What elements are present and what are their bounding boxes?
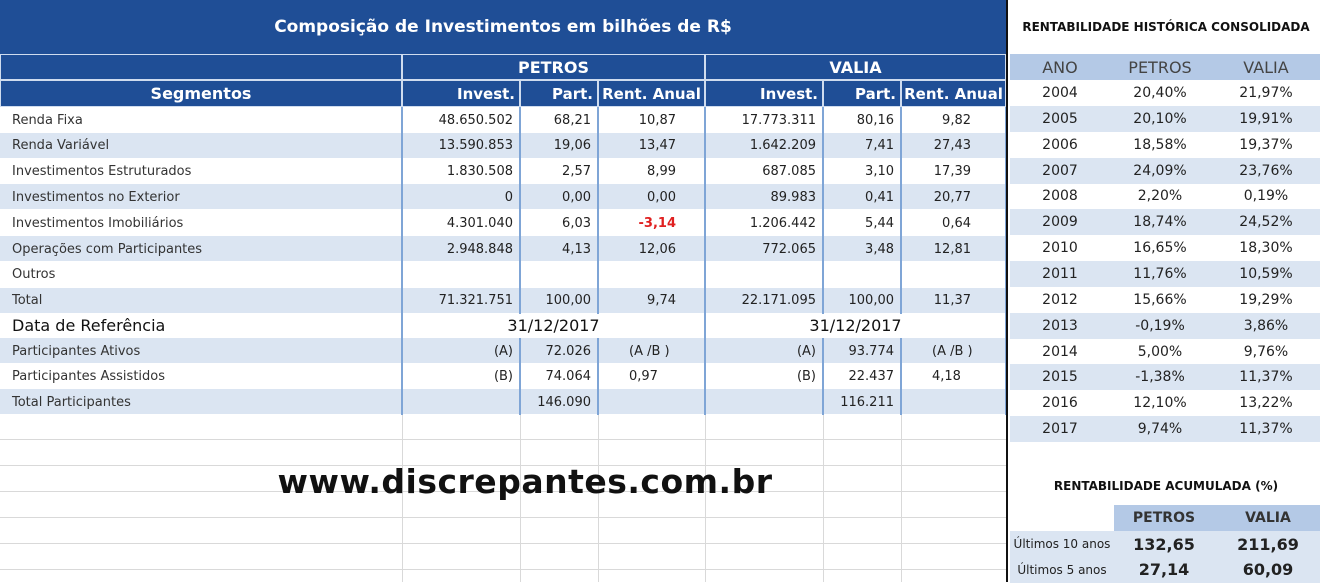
accum-petros: 27,14	[1138, 560, 1190, 579]
valia-rent: 11,37	[901, 288, 1006, 314]
history-year: 2014	[1042, 343, 1078, 360]
history-year: 2011	[1042, 266, 1078, 282]
valia-part	[823, 262, 901, 288]
history-petros: -0,19%	[1135, 317, 1185, 334]
grid-line	[0, 439, 1006, 440]
history-year: 2006	[1042, 136, 1078, 153]
history-valia: 11,37%	[1239, 421, 1293, 438]
petros-part: 100,00	[520, 288, 598, 314]
history-petros: 24,09%	[1133, 162, 1187, 179]
header-segments: Segmentos	[0, 80, 402, 107]
history-year: 2010	[1042, 240, 1078, 257]
header-valia: VALIA	[705, 54, 1006, 80]
valia-invest: 1.206.442	[705, 210, 823, 236]
history-panel	[1006, 0, 1320, 582]
petros-invest: 0	[402, 184, 520, 210]
valia-invest: 1.642.209	[705, 133, 823, 159]
petros-rent: 12,06	[598, 236, 705, 262]
petros-invest: 4.301.040	[402, 210, 520, 236]
history-year: 2013	[1042, 317, 1078, 334]
participant-label: Participantes Assistidos	[0, 364, 402, 390]
petros-part: 4,13	[520, 236, 598, 262]
accum-title: RENTABILIDADE ACUMULADA (%)	[1053, 479, 1279, 493]
history-year: 2015	[1042, 369, 1078, 386]
history-row	[1010, 80, 1320, 106]
petros-rent: 8,99	[598, 159, 705, 185]
accum-row	[1010, 531, 1320, 557]
valia-part: 3,10	[823, 159, 901, 185]
history-row	[1010, 390, 1320, 416]
valia-participants: 22.437	[823, 364, 901, 390]
history-petros: 20,40%	[1133, 85, 1187, 101]
history-title: RENTABILIDADE HISTÓRICA CONSOLIDADA	[1022, 20, 1310, 34]
petros-part	[520, 262, 598, 288]
valia-invest: 687.085	[705, 159, 823, 185]
segment-label: Renda Variável	[0, 133, 402, 159]
valia-participants: 93.774	[823, 338, 901, 364]
history-valia: 21,97%	[1239, 85, 1293, 101]
petros-marker: (B)	[402, 364, 520, 390]
history-year: 2008	[1042, 188, 1078, 205]
valia-rent: 20,77	[901, 184, 1006, 210]
petros-invest: 71.321.751	[402, 288, 520, 314]
history-year: 2004	[1042, 85, 1078, 101]
header-valia-invest: Invest.	[705, 80, 823, 107]
history-petros: -1,38%	[1135, 369, 1185, 386]
history-col-year: ANO	[1042, 57, 1078, 77]
accum-col-petros: PETROS	[1114, 505, 1214, 531]
valia-rent: 9,82	[901, 107, 1006, 133]
history-row	[1010, 364, 1320, 390]
ref-date-label: Data de Referência	[0, 313, 402, 338]
petros-ratio: 0,97	[598, 364, 705, 390]
history-valia: 18,30%	[1239, 240, 1293, 257]
history-row	[1010, 287, 1320, 313]
ref-date-valia: 31/12/2017	[705, 313, 1006, 338]
petros-invest: 1.830.508	[402, 159, 520, 185]
history-valia: 11,37%	[1239, 369, 1293, 386]
accum-label: Últimos 5 anos	[1017, 562, 1107, 577]
grid-line	[0, 517, 1006, 518]
history-year: 2017	[1042, 421, 1078, 438]
history-row	[1010, 339, 1320, 365]
history-row	[1010, 416, 1320, 442]
petros-rent: -3,14	[598, 210, 705, 236]
petros-rent: 13,47	[598, 133, 705, 159]
accum-valia: 211,69	[1237, 534, 1299, 554]
history-valia: 0,19%	[1243, 188, 1289, 205]
valia-part: 7,41	[823, 133, 901, 159]
petros-participants: 74.064	[520, 364, 598, 390]
history-year: 2012	[1042, 291, 1078, 308]
history-row	[1010, 158, 1320, 184]
header-petros-rent: Rent. Anual	[598, 80, 705, 107]
valia-rent	[901, 262, 1006, 288]
petros-rent: 0,00	[598, 184, 705, 210]
petros-ratio: (A /B )	[598, 338, 705, 364]
valia-ratio: (A /B )	[901, 338, 1006, 364]
history-valia: 23,76%	[1239, 162, 1293, 179]
petros-rent: 10,87	[598, 107, 705, 133]
header-petros-part: Part.	[520, 80, 598, 107]
table-title: Composição de Investimentos em bilhões de R$	[0, 0, 1006, 54]
accum-valia: 60,09	[1242, 560, 1294, 579]
header-petros: PETROS	[402, 54, 705, 80]
petros-rent: 9,74	[598, 288, 705, 314]
valia-part: 80,16	[823, 107, 901, 133]
history-petros: 18,58%	[1133, 136, 1187, 153]
segment-label: Investimentos Estruturados	[0, 159, 402, 185]
history-petros: 12,10%	[1133, 395, 1187, 412]
valia-ratio: 4,18	[901, 364, 1006, 390]
history-year: 2016	[1042, 395, 1078, 412]
valia-invest: 17.773.311	[705, 107, 823, 133]
history-col-valia: VALIA	[1243, 57, 1289, 77]
history-valia: 19,29%	[1239, 291, 1293, 308]
segment-label: Investimentos no Exterior	[0, 184, 402, 210]
petros-invest: 2.948.848	[402, 236, 520, 262]
petros-participants: 72.026	[520, 338, 598, 364]
accum-header	[1010, 505, 1320, 531]
petros-invest	[402, 262, 520, 288]
header-valia-rent: Rent. Anual	[901, 80, 1006, 107]
grid-line	[0, 569, 1006, 570]
history-year: 2005	[1042, 110, 1078, 127]
petros-ratio	[598, 389, 705, 415]
header-petros-invest: Invest.	[402, 80, 520, 107]
valia-part: 5,44	[823, 210, 901, 236]
segment-label: Outros	[0, 262, 402, 288]
petros-invest: 13.590.853	[402, 133, 520, 159]
petros-invest: 48.650.502	[402, 107, 520, 133]
valia-part: 3,48	[823, 236, 901, 262]
history-valia: 3,86%	[1243, 317, 1289, 334]
history-col-petros: PETROS	[1128, 57, 1192, 77]
history-petros: 9,74%	[1137, 421, 1183, 438]
valia-part: 100,00	[823, 288, 901, 314]
valia-invest: 22.171.095	[705, 288, 823, 314]
petros-part: 0,00	[520, 184, 598, 210]
segment-label: Operações com Participantes	[0, 236, 402, 262]
valia-rent: 27,43	[901, 133, 1006, 159]
site-watermark: www.discrepantes.com.br	[277, 462, 773, 501]
history-valia: 24,52%	[1239, 214, 1293, 231]
petros-part: 2,57	[520, 159, 598, 185]
petros-participants: 146.090	[520, 389, 598, 415]
history-valia: 10,59%	[1239, 266, 1293, 282]
history-petros: 11,76%	[1133, 266, 1187, 282]
history-row	[1010, 106, 1320, 132]
petros-marker: (A)	[402, 338, 520, 364]
header-blank	[0, 54, 402, 80]
history-row	[1010, 313, 1320, 339]
history-row	[1010, 132, 1320, 158]
segment-label: Investimentos Imobiliários	[0, 210, 402, 236]
participant-label: Participantes Ativos	[0, 338, 402, 364]
history-row	[1010, 235, 1320, 261]
valia-marker	[705, 389, 823, 415]
history-year: 2007	[1042, 162, 1078, 179]
segment-label: Renda Fixa	[0, 107, 402, 133]
accum-col-valia: VALIA	[1214, 505, 1320, 531]
valia-marker: (A)	[705, 338, 823, 364]
valia-rent: 12,81	[901, 236, 1006, 262]
valia-part: 0,41	[823, 184, 901, 210]
petros-marker	[402, 389, 520, 415]
valia-participants: 116.211	[823, 389, 901, 415]
valia-rent: 17,39	[901, 159, 1006, 185]
valia-invest	[705, 262, 823, 288]
history-row	[1010, 183, 1320, 209]
history-year: 2009	[1042, 214, 1078, 231]
valia-invest: 772.065	[705, 236, 823, 262]
history-valia: 13,22%	[1239, 395, 1293, 412]
history-row	[1010, 209, 1320, 235]
history-row	[1010, 261, 1320, 287]
participant-label: Total Participantes	[0, 389, 402, 415]
petros-rent	[598, 262, 705, 288]
valia-rent: 0,64	[901, 210, 1006, 236]
header-valia-part: Part.	[823, 80, 901, 107]
history-petros: 18,74%	[1133, 214, 1187, 231]
petros-part: 19,06	[520, 133, 598, 159]
history-valia: 19,91%	[1239, 110, 1293, 127]
history-petros: 5,00%	[1137, 343, 1183, 360]
grid-line	[0, 543, 1006, 544]
history-petros: 20,10%	[1133, 110, 1187, 127]
segment-label: Total	[0, 288, 402, 314]
history-petros: 16,65%	[1133, 240, 1187, 257]
accum-row	[1010, 557, 1320, 583]
petros-part: 68,21	[520, 107, 598, 133]
history-petros: 2,20%	[1137, 188, 1183, 205]
history-petros: 15,66%	[1133, 291, 1187, 308]
accum-petros: 132,65	[1133, 534, 1195, 554]
history-header	[1010, 54, 1320, 80]
history-valia: 9,76%	[1243, 343, 1289, 360]
valia-marker: (B)	[705, 364, 823, 390]
valia-invest: 89.983	[705, 184, 823, 210]
petros-part: 6,03	[520, 210, 598, 236]
accum-label: Últimos 10 anos	[1013, 537, 1111, 551]
valia-ratio	[901, 389, 1006, 415]
ref-date-petros: 31/12/2017	[402, 313, 705, 338]
history-valia: 19,37%	[1239, 136, 1293, 153]
